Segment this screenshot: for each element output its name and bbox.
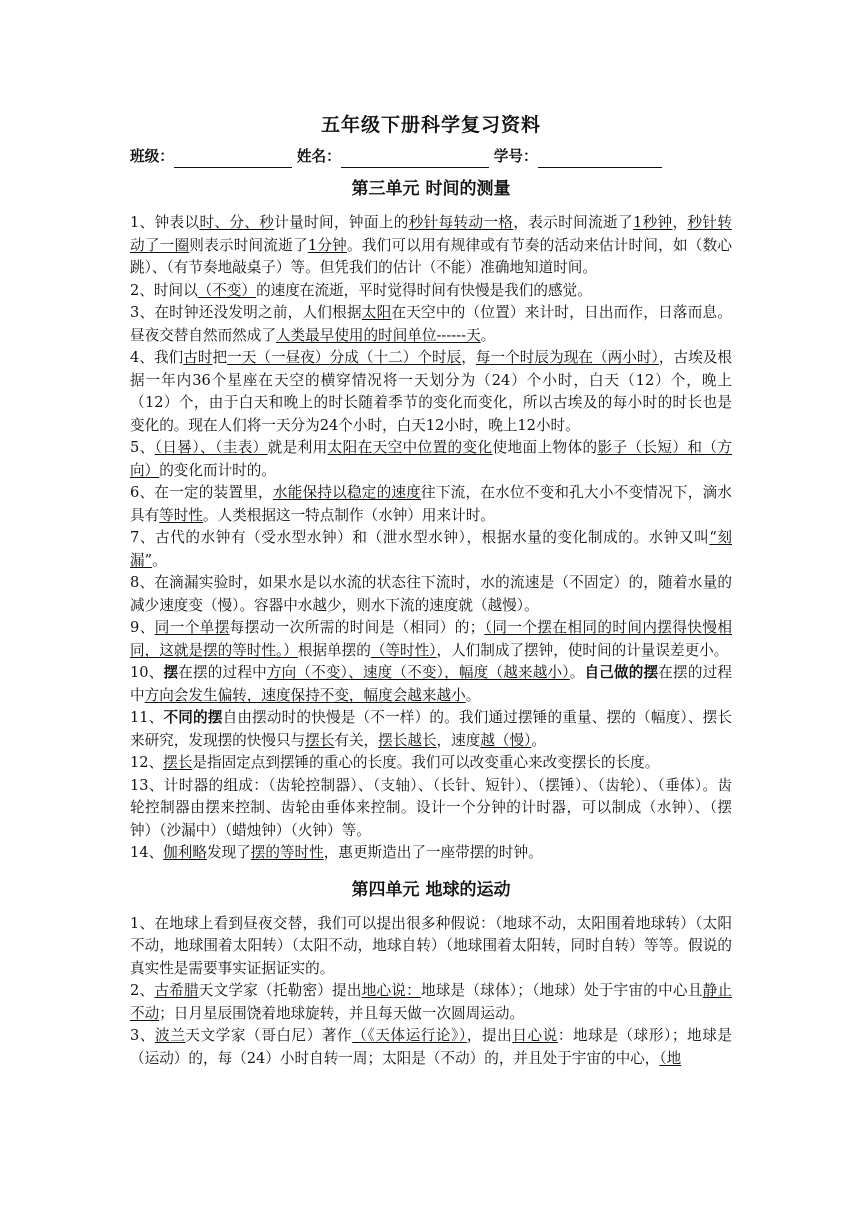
text-segment: 。 <box>531 731 547 749</box>
list-item <box>130 775 732 843</box>
text-segment: 自由摆动时的快慢是（不一样）的。我们通过摆锤的重量、摆的（幅度）、摆长来研究，发现摆的快慢只与 <box>130 709 732 749</box>
underlined-text: 方向会发生偏转，速度保持不变，幅度会越来越小 <box>144 686 466 704</box>
text-segment: 5、 <box>130 439 155 456</box>
list-item <box>130 302 732 347</box>
underlined-text: 1秒钟 <box>632 214 673 231</box>
bold-text: 不同的摆 <box>163 709 223 726</box>
text-segment: 8、在滴漏实验时，如果水是以水流的状态往下流时，水的流速是（不固定）的，随着水量的减少速度变（慢）。容器中水越少，则水下流的速度就（越慢）。 <box>130 574 732 614</box>
text-segment: 往下流，在水位不变和孔大小不变情况下，滴水具有 <box>130 484 732 524</box>
underlined-text: 摆长 <box>163 754 193 771</box>
text-segment: 2、时间以 <box>130 281 198 299</box>
underlined-text: 越（慢） <box>480 731 532 749</box>
list-item <box>130 280 732 303</box>
text-segment: ，表示时间流逝了 <box>513 214 633 231</box>
text-segment: 1、钟表以 <box>130 214 200 231</box>
underlined-text: 摆长 <box>305 731 335 749</box>
text-segment: 。人类根据这一特点制作（水钟）用来计时。 <box>203 506 495 524</box>
underlined-text: （等时性） <box>370 641 437 659</box>
text-segment: 3、在时钟还没发明之前，人们根据 <box>130 304 362 321</box>
underlined-text: 时、分、秒 <box>199 214 275 231</box>
underlined-text: 等时性 <box>159 506 203 524</box>
underlined-text: 1分钟 <box>307 236 347 254</box>
text-segment: 则表示时间流逝了 <box>189 236 308 254</box>
list-item <box>130 1025 732 1070</box>
text-segment: ，速度 <box>436 731 481 749</box>
list-item <box>130 707 732 752</box>
underlined-text: 伽利略 <box>163 844 207 861</box>
text-segment: 4、我们 <box>130 349 184 366</box>
unit4-list <box>130 913 732 1071</box>
text-segment: 天文学家（托勒密）提出 <box>198 982 362 999</box>
underlined-text: 秒针转动了一圈 <box>130 214 732 254</box>
underlined-text: 摆的等时性 <box>250 844 324 861</box>
text-segment: 有关， <box>334 731 379 749</box>
list-item <box>130 347 732 437</box>
unit3-heading: 第三单元 时间的测量 <box>351 179 511 199</box>
bold-text: 自己做的摆 <box>584 664 659 681</box>
list-item <box>130 752 732 775</box>
text-segment: 10、 <box>130 664 164 681</box>
text-segment: 使地面上物体的 <box>492 439 598 456</box>
text-segment: 。 <box>465 686 481 704</box>
text-segment: ：地球是（球形）；地球是（运动）的，每（24）小时自转一周；太阳是（不动）的，并且处于宇宙的中心， <box>130 1027 732 1067</box>
underlined-text: （地 <box>659 1049 682 1067</box>
underlined-text: 古时 <box>183 349 213 366</box>
text-segment: 7、古代的水钟有（受水型水钟）和（泄水型水钟），根据水量的变化制成的。水钟又叫 <box>130 529 710 546</box>
underlined-text: 同一个单摆 <box>154 619 230 636</box>
underlined-text: 静止不动 <box>130 982 732 1022</box>
id-blank[interactable] <box>538 151 662 168</box>
underlined-text: 每一个时辰为现在（两小时） <box>475 349 659 366</box>
list-item <box>130 913 732 981</box>
bold-text: 摆 <box>163 664 179 681</box>
text-segment: 根据单摆的 <box>297 641 371 659</box>
underlined-text: 日心说 <box>512 1027 558 1044</box>
text-segment: 13、计时器的组成：（齿轮控制器）、（支轴）、（长针、短针）、（摆锤）、（齿轮）、（垂体）。齿轮控制器由摆来控制、齿轮由垂体来控制。设计一个分钟的计时器，可以制成（水钟）、（摆钟）（沙漏中）（蜡烛钟）（火钟）等。 <box>130 776 732 839</box>
text-segment: 11、 <box>130 709 164 726</box>
text-segment: 每摆动一次所需的时间是（相同）的； <box>229 619 485 636</box>
list-item <box>130 482 732 527</box>
list-item <box>130 527 732 572</box>
text-segment: 2、 <box>130 982 155 999</box>
underlined-text: 秒针每转动一格 <box>408 214 514 231</box>
text-segment: 12、 <box>130 754 164 771</box>
text-segment: ；日月星辰围饶着地球旋转，并且每天做一次圆周运动。 <box>159 1004 525 1022</box>
text-segment: 3、 <box>130 1027 156 1044</box>
list-item <box>130 617 732 662</box>
text-segment: ，古埃及根据一年内36个星座在天空的横穿情况将一天划分为（24）个小时，白天（12）个，晚上（12）个，由于白天和晚上的时长随着季节的变化而变化，所以古埃及的每小时的时长也是变化的。现在人们将一天分为24个小时，白天12小时，晚上12小时。 <box>130 349 732 434</box>
underlined-text: 影子（长短）和（方向） <box>130 439 732 479</box>
text-segment: ，提出 <box>466 1027 513 1044</box>
underlined-text: （同一个摆在相同的时间内摆得快慢相同，这就是摆的等时性。） <box>130 619 732 659</box>
underlined-text: （日晷）、（圭表） <box>154 439 268 456</box>
student-info-line <box>130 146 732 168</box>
text-segment: 在天空中的（位置）来计时，日出而作，日落而息。昼夜交替自然而然成了 <box>130 304 732 344</box>
list-item <box>130 842 732 865</box>
text-segment: 6、在一定的装置里， <box>130 484 273 501</box>
underlined-text: 方向（不变）、速度（不变），幅度（越来越小） <box>266 664 570 681</box>
text-segment: 。 <box>480 326 496 344</box>
text-segment: 发现了 <box>206 844 251 861</box>
underlined-text: （不变） <box>197 281 257 299</box>
text-segment: 计量时间，钟面上的 <box>274 214 409 231</box>
text-segment: 天文学家（哥白尼）著作 <box>185 1027 353 1044</box>
text-segment: 就是利用 <box>267 439 328 456</box>
text-segment: 9、 <box>130 619 155 636</box>
text-segment: 。 <box>152 551 167 569</box>
text-segment: 的速度在流逝，平时觉得时间有快慢是我们的感觉。 <box>256 281 592 299</box>
name-label: 姓名： <box>296 148 341 165</box>
underlined-text: 古希腊 <box>154 982 199 999</box>
text-segment: 在摆的过程中 <box>130 664 732 704</box>
text-segment: ， <box>672 214 688 231</box>
page-title: 五年级下册科学复习资料 <box>320 114 541 136</box>
text-segment: 。我们可以用有规律或有节奏的活动来估计时间，如（数心跳）、（有节奏地敲桌子）等。但凭我们的估计（不能）准确地知道时间。 <box>130 236 732 276</box>
underlined-text: “刻漏” <box>130 529 732 569</box>
text-segment: ，人们制成了摆钟，使时间的计量误差更小。 <box>436 641 729 659</box>
underlined-text: 太阳在天空中位置的变化 <box>327 439 493 456</box>
unit3-list <box>130 212 732 865</box>
text-segment: 14、 <box>130 844 164 861</box>
class-label: 班级： <box>130 148 174 165</box>
name-blank[interactable] <box>341 151 489 168</box>
text-segment: 的变化而计时的。 <box>159 461 276 479</box>
text-segment: ， <box>461 349 476 366</box>
underlined-text: 地心说： <box>361 982 421 999</box>
text-segment: 地球是（球体）；（地球）处于宇宙的中心且 <box>420 982 703 999</box>
text-segment: 把 <box>212 349 228 366</box>
underlined-text: 太阳 <box>361 304 392 321</box>
underlined-text: 一天（一昼夜）分成（十二）个时辰 <box>227 349 462 366</box>
class-blank[interactable] <box>174 151 292 168</box>
text-segment: ，惠更斯造出了一座带摆的时钟。 <box>323 844 543 861</box>
underlined-text: 摆长越长 <box>378 731 437 749</box>
list-item <box>130 437 732 482</box>
list-item <box>130 212 732 280</box>
document-content <box>130 112 732 1070</box>
text-segment: 在摆的过程中 <box>178 664 267 681</box>
underlined-text: （《天体运行论》） <box>352 1027 467 1044</box>
underlined-text: 水能保持以稳定的速度 <box>272 484 422 501</box>
text-segment: 是指固定点到摆锤的重心的长度。我们可以改变重心来改变摆长的长度。 <box>192 754 660 771</box>
text-segment: 。 <box>569 664 585 681</box>
list-item <box>130 662 732 707</box>
id-label: 学号： <box>493 148 538 165</box>
list-item <box>130 980 732 1025</box>
underlined-text: 人类最早使用的时间单位------天 <box>275 326 481 344</box>
list-item <box>130 572 732 617</box>
unit4-heading: 第四单元 地球的运动 <box>351 879 511 900</box>
text-segment: 1、在地球上看到昼夜交替，我们可以提出很多种假说：（地球不动，太阳围着地球转）（太阳不动，地球围着太阳转）（太阳不动，地球自转）（地球围着太阳转，同时自转）等等。假说的真实性是需要事实证据证实的。 <box>130 914 732 977</box>
underlined-text: 波兰 <box>155 1027 186 1044</box>
